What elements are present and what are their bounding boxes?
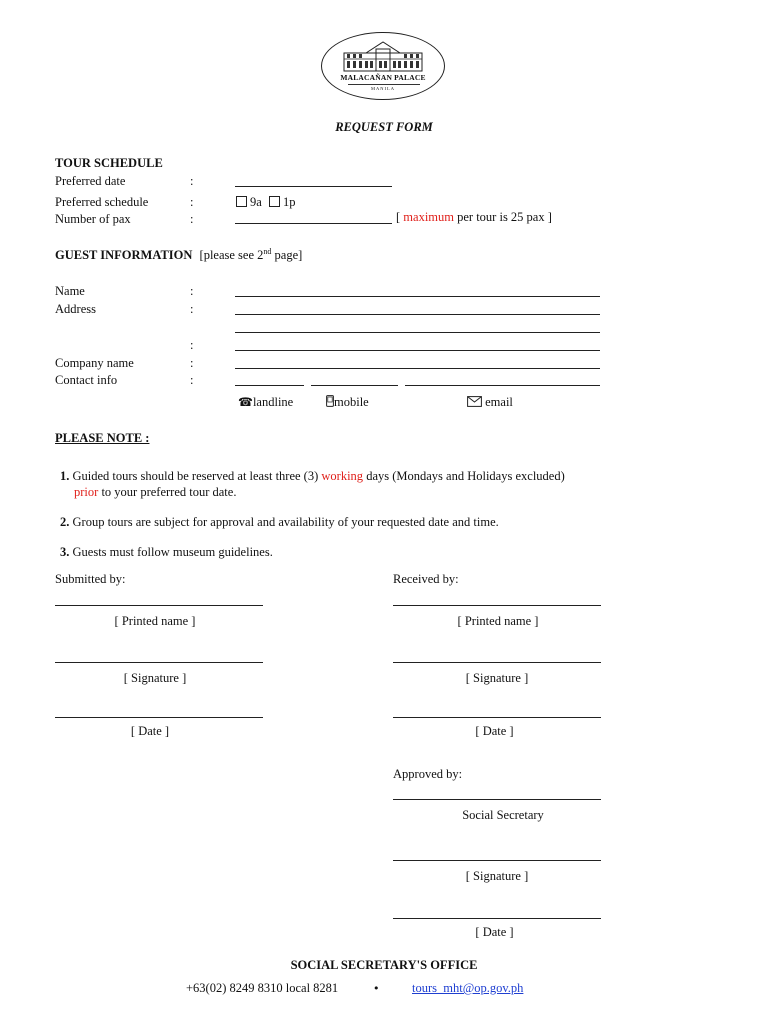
office-email-link[interactable]: tours_mht@op.gov.ph (412, 981, 524, 995)
received-signature-caption: [ Signature ] (465, 671, 529, 685)
mobile-field[interactable] (311, 385, 398, 386)
office-name: SOCIAL SECRETARY'S OFFICE (290, 958, 478, 972)
colon: : (190, 195, 194, 209)
phone-icon: ☎ (238, 395, 253, 409)
submitted-printed-name-field[interactable] (55, 605, 263, 606)
colon: : (190, 356, 194, 370)
note-1-number: 1. (60, 469, 70, 483)
pax-note-rest: per tour is 25 pax ] (457, 210, 552, 224)
submitted-printed-name-caption: [ Printed name ] (114, 614, 196, 628)
address-field-line-3[interactable] (235, 350, 600, 351)
note-item-1 (60, 469, 565, 484)
number-of-pax-field[interactable] (235, 223, 392, 224)
name-label: Name (55, 284, 85, 298)
note-sup: nd (263, 246, 272, 256)
option-9a-label: 9a (250, 195, 262, 209)
guest-information-heading: GUEST INFORMATION (55, 248, 193, 262)
note-1-working: working (321, 469, 364, 483)
logo-divider (348, 84, 420, 85)
received-printed-name-caption: [ Printed name ] (457, 614, 539, 628)
mobile-phone-icon (326, 395, 334, 407)
checkbox-1p[interactable] (269, 196, 280, 207)
contact-info-label: Contact info (55, 373, 118, 387)
note-item-1-line-2 (74, 485, 236, 500)
number-of-pax-label: Number of pax (55, 212, 131, 226)
preferred-date-label: Preferred date (55, 174, 126, 188)
submitted-signature-caption: [ Signature ] (123, 671, 187, 685)
note-3-text: Guests must follow museum guidelines. (72, 545, 273, 559)
guest-info-note (200, 248, 303, 262)
note-1-text-e: to your preferred tour date. (101, 485, 237, 499)
note-1-prior: prior (74, 485, 99, 499)
note-post: page] (274, 248, 303, 262)
received-date-field[interactable] (393, 717, 601, 718)
form-title: REQUEST FORM (335, 120, 433, 134)
envelope-icon (467, 396, 482, 407)
colon: : (190, 338, 194, 352)
logo-city: MANILA (371, 86, 395, 91)
approved-role-caption: Social Secretary (462, 808, 544, 822)
received-by-label: Received by: (393, 572, 459, 586)
tour-schedule-heading: TOUR SCHEDULE (55, 156, 163, 170)
email-label: email (485, 395, 513, 409)
colon: : (190, 174, 194, 188)
approved-date-caption: [ Date ] (475, 925, 514, 939)
colon: : (190, 212, 194, 226)
schedule-options (236, 195, 295, 210)
preferred-schedule-label: Preferred schedule (55, 195, 149, 209)
received-printed-name-field[interactable] (393, 605, 601, 606)
received-signature-field[interactable] (393, 662, 601, 663)
name-field[interactable] (235, 296, 600, 297)
note-item-2 (60, 515, 499, 530)
company-name-label: Company name (55, 356, 134, 370)
approved-signature-field[interactable] (393, 860, 601, 861)
received-date-caption: [ Date ] (475, 724, 514, 738)
address-field-line-1[interactable] (235, 314, 600, 315)
address-field-line-2[interactable] (235, 332, 600, 333)
pax-note-bracket: [ (396, 210, 401, 224)
landline-caption (238, 395, 293, 410)
checkbox-9a[interactable] (236, 196, 247, 207)
note-1-text-a: Guided tours should be reserved at least three (3) (72, 469, 319, 483)
logo-name: MALACAÑAN PALACE (340, 73, 426, 82)
pax-note (396, 210, 552, 225)
note-3-number: 3. (60, 545, 70, 559)
submitted-date-field[interactable] (55, 717, 263, 718)
palace-building-icon (342, 39, 424, 73)
approved-signature-caption: [ Signature ] (465, 869, 529, 883)
preferred-date-field[interactable] (235, 186, 392, 187)
colon: : (190, 302, 194, 316)
email-field[interactable] (405, 385, 600, 386)
landline-field[interactable] (235, 385, 304, 386)
submitted-signature-field[interactable] (55, 662, 263, 663)
address-label: Address (55, 302, 96, 316)
landline-label: landline (252, 395, 294, 409)
company-name-field[interactable] (235, 368, 600, 369)
email-caption (467, 395, 513, 410)
colon: : (190, 284, 194, 298)
submitted-date-caption: [ Date ] (130, 724, 170, 738)
option-1p-label: 1p (282, 195, 296, 209)
mobile-caption (326, 395, 369, 410)
note-2-number: 2. (60, 515, 70, 529)
footer-bullet: • (373, 982, 380, 995)
approved-name-field[interactable] (393, 799, 601, 800)
malacanan-palace-logo (321, 32, 445, 100)
approved-date-field[interactable] (393, 918, 601, 919)
pax-note-maximum: maximum (403, 210, 454, 224)
note-2-text: Group tours are subject for approval and availability of your requested date and time. (72, 515, 499, 529)
guest-information-header (55, 248, 302, 263)
note-1-text-c: days (Mondays and Holidays excluded) (366, 469, 565, 483)
note-item-3 (60, 545, 273, 560)
mobile-label: mobile (334, 395, 369, 409)
note-pre: [please see 2 (199, 248, 264, 262)
submitted-by-label: Submitted by: (55, 572, 126, 586)
office-phone: +63(02) 8249 8310 local 8281 (186, 981, 339, 995)
colon: : (190, 373, 194, 387)
please-note-heading: PLEASE NOTE : (55, 431, 150, 445)
approved-by-label: Approved by: (393, 767, 463, 781)
